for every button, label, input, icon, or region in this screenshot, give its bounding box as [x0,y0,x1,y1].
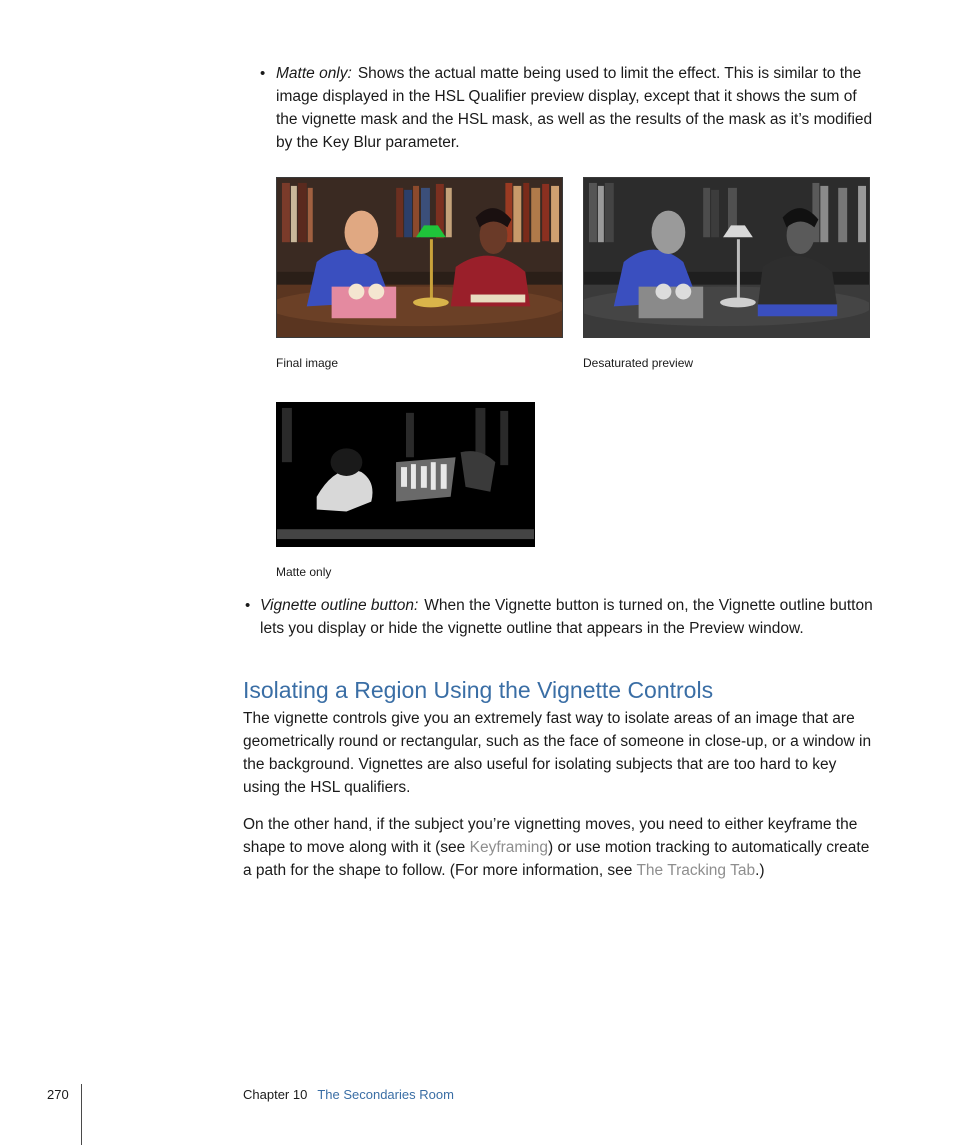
desaturated-preview-caption: Desaturated preview [583,356,694,370]
bullet-lead: Matte only: [276,65,352,82]
matte-only-image [276,402,535,547]
chapter-title: The Secondaries Room [317,1087,454,1102]
para2-text: ) or use motion tracking to automatically create a path for the shape to follow. (For more information, see [243,839,870,879]
bullet-lead: Vignette outline button: [260,597,419,614]
bullet-text: When the Vignette button is turned on, the Vignette outline button lets you display or hide the vignette outline that appears in the Preview window. [260,597,873,637]
section-heading: Isolating a Region Using the Vignette Controls [243,677,714,703]
footer-chapter [243,1087,454,1102]
desaturated-preview-image [583,177,870,338]
keyframing-link[interactable]: Keyframing [469,839,549,856]
bullet-vignette-outline [260,594,880,640]
para2-text: .) [755,862,765,879]
bullet-dot: • [245,597,251,614]
section-paragraph-1: The vignette controls give you an extremely fast way to isolate areas of an image that are geometrically round or rectangular, such as the face of someone in close-up, or a window in the background. Vignettes are also useful for isolating subjects that are too hard to key using the HSL qualifiers. [243,710,872,796]
bullet-matte-only [276,62,876,154]
section-paragraph-2 [243,813,877,882]
bullet-dot: • [260,65,266,82]
final-image-caption: Final image [276,356,339,370]
final-image [276,177,563,338]
chapter-label: Chapter 10 [243,1087,308,1102]
page-number: 270 [47,1087,69,1102]
matte-only-caption: Matte only [276,565,332,579]
para2-text: On the other hand, if the subject you’re vignetting moves, you need to either keyframe the shape to move along with it (see [243,816,858,856]
bullet-text: Shows the actual matte being used to limit the effect. This is similar to the image displayed in the HSL Qualifier preview display, except that it shows the sum of the vignette mask and the HSL mask, as well as the results of the mask as it’s modified by the Key Blur parameter. [276,65,873,151]
tracking-tab-link[interactable]: The Tracking Tab [636,862,756,879]
footer-divider [81,1084,82,1145]
